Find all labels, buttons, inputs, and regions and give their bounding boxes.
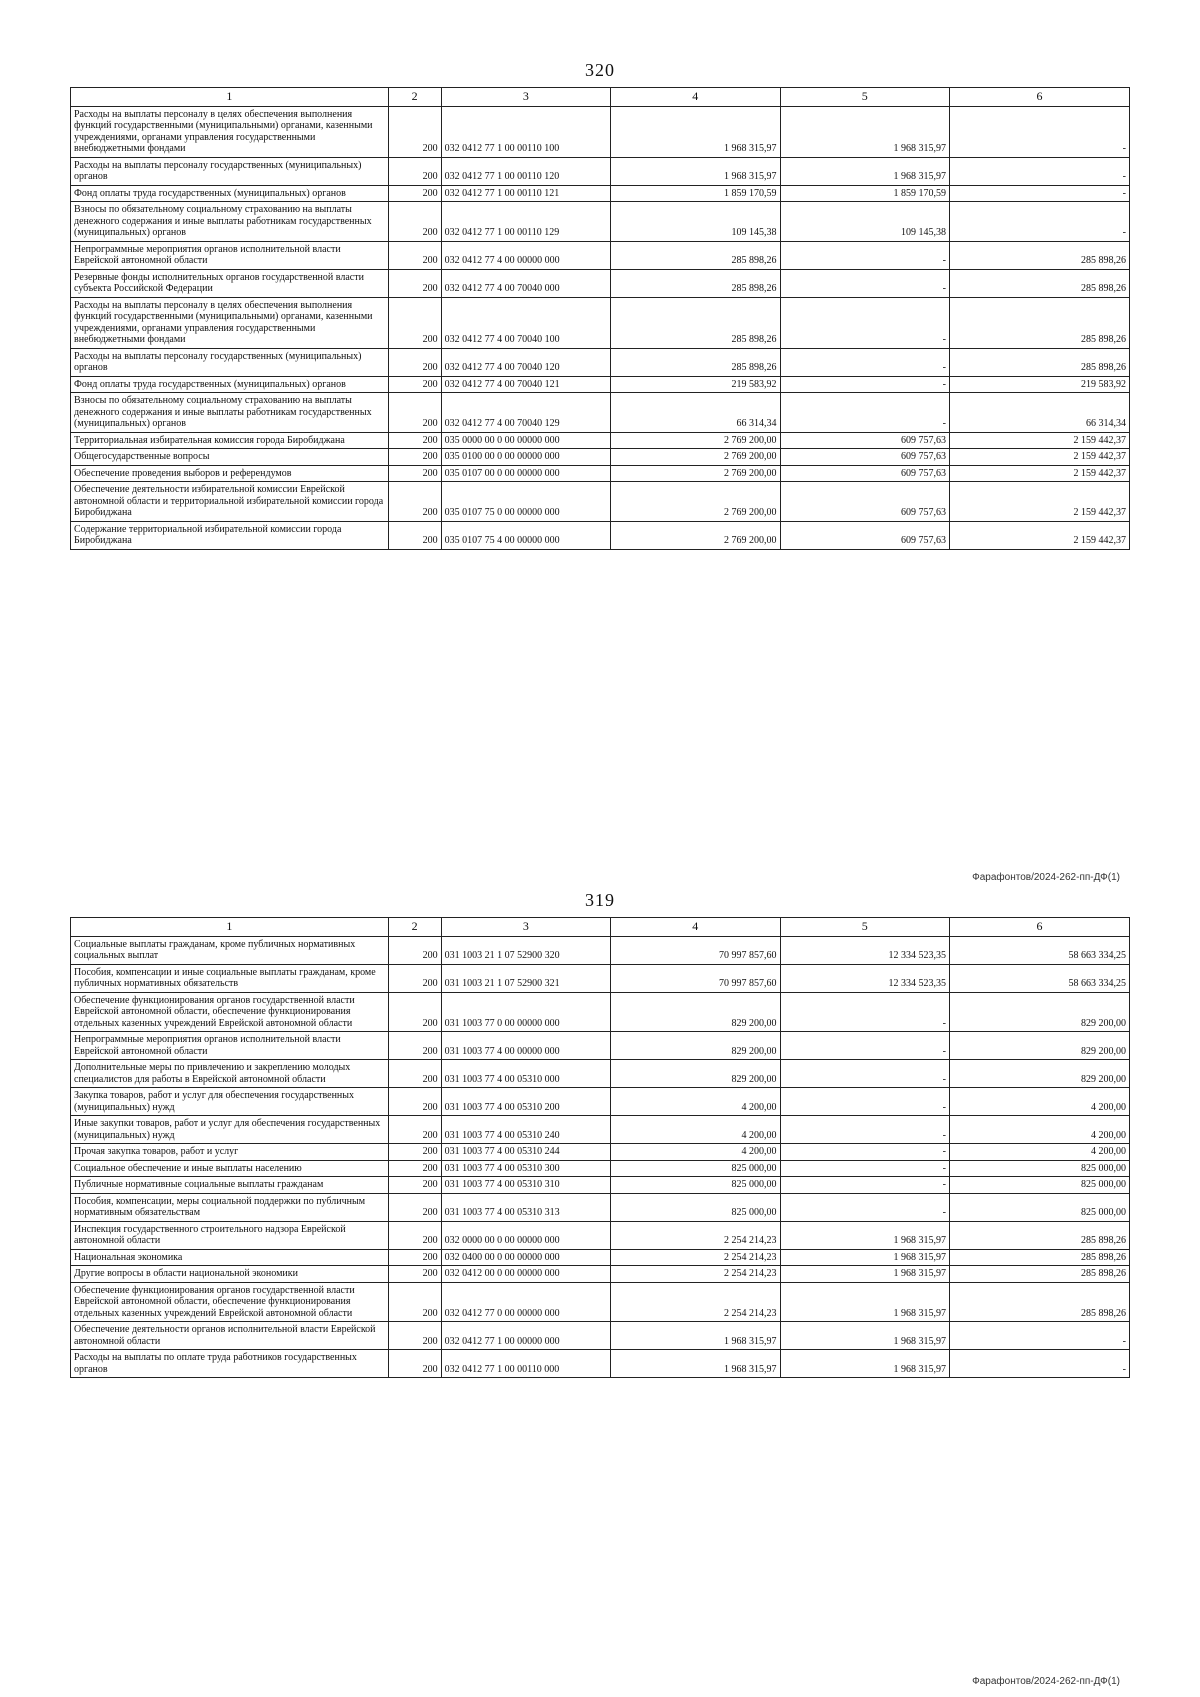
col6-amount-cell: 2 159 442,37 (949, 482, 1129, 522)
col6-amount-cell: - (949, 1322, 1129, 1350)
col4-amount-cell: 2 254 214,23 (611, 1266, 780, 1283)
table-row (71, 297, 1130, 348)
col6-amount-cell: 829 200,00 (949, 1032, 1129, 1060)
table-row (71, 1249, 1130, 1266)
table-row (71, 432, 1130, 449)
table-row (71, 393, 1130, 433)
table-row (71, 449, 1130, 466)
col2-cell: 200 (388, 1177, 441, 1194)
row-label-cell: Обеспечение деятельности органов исполнительной власти Еврейской автономной области (71, 1322, 389, 1350)
col4-amount-cell: 285 898,26 (611, 269, 780, 297)
col2-cell: 200 (388, 1193, 441, 1221)
col5-amount-cell: - (780, 1193, 949, 1221)
row-label-cell: Непрограммные мероприятия органов исполнительной власти Еврейской автономной области (71, 241, 389, 269)
col2-cell: 200 (388, 269, 441, 297)
col4-amount-cell: 2 254 214,23 (611, 1282, 780, 1322)
table-row (71, 1221, 1130, 1249)
col5-amount-cell: - (780, 1177, 949, 1194)
table-row (71, 1144, 1130, 1161)
col4-amount-cell: 1 968 315,97 (611, 157, 780, 185)
col2-cell: 200 (388, 1266, 441, 1283)
col2-cell: 200 (388, 1032, 441, 1060)
table-row (71, 269, 1130, 297)
col2-cell: 200 (388, 348, 441, 376)
col6-amount-cell: - (949, 106, 1129, 157)
table-row (71, 1193, 1130, 1221)
table-row (71, 1160, 1130, 1177)
table-row (71, 1116, 1130, 1144)
table-row (71, 1266, 1130, 1283)
row-label-cell: Пособия, компенсации и иные социальные выплаты гражданам, кроме публичных нормативных обязательств (71, 964, 389, 992)
classification-code-cell: 032 0412 77 1 00 00110 121 (441, 185, 610, 202)
col6-amount-cell: 285 898,26 (949, 1266, 1129, 1283)
row-label-cell: Расходы на выплаты персоналу государственных (муниципальных) органов (71, 348, 389, 376)
col2-cell: 200 (388, 1060, 441, 1088)
col5-amount-cell: - (780, 992, 949, 1032)
col5-amount-cell: 12 334 523,35 (780, 936, 949, 964)
col5-amount-cell: - (780, 1160, 949, 1177)
col5-amount-cell: 609 757,63 (780, 449, 949, 466)
column-header: 6 (949, 918, 1129, 937)
col5-amount-cell: - (780, 1032, 949, 1060)
col4-amount-cell: 1 968 315,97 (611, 1322, 780, 1350)
classification-code-cell: 032 0412 77 1 00 00110 000 (441, 1350, 610, 1378)
column-header: 4 (611, 918, 780, 937)
col2-cell: 200 (388, 1350, 441, 1378)
budget-table-page-319 (70, 890, 1130, 1670)
classification-code-cell: 032 0412 77 4 00 70040 129 (441, 393, 610, 433)
col4-amount-cell: 2 769 200,00 (611, 432, 780, 449)
col4-amount-cell: 4 200,00 (611, 1116, 780, 1144)
col6-amount-cell: - (949, 202, 1129, 242)
row-label-cell: Национальная экономика (71, 1249, 389, 1266)
row-label-cell: Пособия, компенсации, меры социальной поддержки по публичным нормативным обязательствам (71, 1193, 389, 1221)
table-row (71, 376, 1130, 393)
row-label-cell: Резервные фонды исполнительных органов государственной власти субъекта Российской Федерации (71, 269, 389, 297)
col5-amount-cell: - (780, 348, 949, 376)
col6-amount-cell: 285 898,26 (949, 1282, 1129, 1322)
row-label-cell: Социальные выплаты гражданам, кроме публичных нормативных социальных выплат (71, 936, 389, 964)
col5-amount-cell: 1 968 315,97 (780, 1249, 949, 1266)
row-label-cell: Расходы на выплаты персоналу в целях обеспечения выполнения функций государственными (муниципальными) органами, казенными учреждениями, органами управления государственными внебюджетными фондами (71, 297, 389, 348)
classification-code-cell: 031 1003 21 1 07 52900 320 (441, 936, 610, 964)
classification-code-cell: 031 1003 77 4 00 05310 300 (441, 1160, 610, 1177)
col5-amount-cell: - (780, 269, 949, 297)
classification-code-cell: 032 0412 77 4 00 70040 120 (441, 348, 610, 376)
classification-code-cell: 032 0412 77 4 00 70040 121 (441, 376, 610, 393)
col2-cell: 200 (388, 1221, 441, 1249)
row-label-cell: Обеспечение проведения выборов и референдумов (71, 465, 389, 482)
row-label-cell: Обеспечение функционирования органов государственной власти Еврейской автономной области, обеспечение функционирования отдельных казенных учреждений Еврейской автономной области (71, 992, 389, 1032)
table-row (71, 202, 1130, 242)
table-row (71, 185, 1130, 202)
table-row (71, 106, 1130, 157)
column-header: 1 (71, 918, 389, 937)
col5-amount-cell: 1 859 170,59 (780, 185, 949, 202)
row-label-cell: Обеспечение деятельности избирательной комиссии Еврейской автономной области и территориальной избирательной комиссии города Биробиджана (71, 482, 389, 522)
col6-amount-cell: 285 898,26 (949, 348, 1129, 376)
classification-code-cell: 031 1003 77 4 00 05310 240 (441, 1116, 610, 1144)
col2-cell: 200 (388, 521, 441, 549)
col2-cell: 200 (388, 202, 441, 242)
classification-code-cell: 032 0412 77 1 00 00110 129 (441, 202, 610, 242)
classification-code-cell: 035 0107 75 0 00 00000 000 (441, 482, 610, 522)
classification-code-cell: 031 1003 77 4 00 05310 310 (441, 1177, 610, 1194)
row-label-cell: Закупка товаров, работ и услуг для обеспечения государственных (муниципальных) нужд (71, 1088, 389, 1116)
table-row (71, 964, 1130, 992)
column-header: 2 (388, 88, 441, 107)
classification-code-cell: 031 1003 21 1 07 52900 321 (441, 964, 610, 992)
col6-amount-cell: 219 583,92 (949, 376, 1129, 393)
col2-cell: 200 (388, 482, 441, 522)
classification-code-cell: 031 1003 77 4 00 00000 000 (441, 1032, 610, 1060)
col5-amount-cell: - (780, 241, 949, 269)
col6-amount-cell: 285 898,26 (949, 1249, 1129, 1266)
col5-amount-cell: 1 968 315,97 (780, 1266, 949, 1283)
col5-amount-cell: 12 334 523,35 (780, 964, 949, 992)
col4-amount-cell: 825 000,00 (611, 1160, 780, 1177)
col2-cell: 200 (388, 157, 441, 185)
col2-cell: 200 (388, 1088, 441, 1116)
col6-amount-cell: 4 200,00 (949, 1088, 1129, 1116)
col5-amount-cell: - (780, 1144, 949, 1161)
classification-code-cell: 035 0100 00 0 00 00000 000 (441, 449, 610, 466)
col4-amount-cell: 2 254 214,23 (611, 1221, 780, 1249)
col6-amount-cell: 58 663 334,25 (949, 964, 1129, 992)
col4-amount-cell: 2 769 200,00 (611, 449, 780, 466)
column-header: 2 (388, 918, 441, 937)
col6-amount-cell: - (949, 1350, 1129, 1378)
classification-code-cell: 032 0400 00 0 00 00000 000 (441, 1249, 610, 1266)
col6-amount-cell: 285 898,26 (949, 1221, 1129, 1249)
col2-cell: 200 (388, 185, 441, 202)
row-label-cell: Общегосударственные вопросы (71, 449, 389, 466)
table-body (71, 106, 1130, 549)
table-row (71, 1322, 1130, 1350)
col6-amount-cell: 825 000,00 (949, 1160, 1129, 1177)
col2-cell: 200 (388, 936, 441, 964)
classification-code-cell: 032 0412 77 1 00 00000 000 (441, 1322, 610, 1350)
row-label-cell: Взносы по обязательному социальному страхованию на выплаты денежного содержания и иные выплаты работникам государственных (муниципальных) органов (71, 202, 389, 242)
row-label-cell: Содержание территориальной избирательной комиссии города Биробиджана (71, 521, 389, 549)
row-label-cell: Фонд оплаты труда государственных (муниципальных) органов (71, 185, 389, 202)
col6-amount-cell: 829 200,00 (949, 1060, 1129, 1088)
row-label-cell: Расходы на выплаты персоналу в целях обеспечения выполнения функций государственными (муниципальными) органами, казенными учреждениями, органами управления государственными внебюджетными фондами (71, 106, 389, 157)
row-label-cell: Дополнительные меры по привлечению и закреплению молодых специалистов для работы в Еврейской автономной области (71, 1060, 389, 1088)
table-row (71, 348, 1130, 376)
col6-amount-cell: 285 898,26 (949, 297, 1129, 348)
col2-cell: 200 (388, 1160, 441, 1177)
table-row (71, 1088, 1130, 1116)
table-row (71, 936, 1130, 964)
table-row (71, 1282, 1130, 1322)
table-row (71, 482, 1130, 522)
col2-cell: 200 (388, 1282, 441, 1322)
classification-code-cell: 031 1003 77 4 00 05310 000 (441, 1060, 610, 1088)
col6-amount-cell: 825 000,00 (949, 1177, 1129, 1194)
column-header: 5 (780, 88, 949, 107)
row-label-cell: Обеспечение функционирования органов государственной власти Еврейской автономной области, обеспечение функционирования отдельных казенных учреждений Еврейской автономной области (71, 1282, 389, 1322)
col6-amount-cell: - (949, 185, 1129, 202)
table-body (71, 936, 1130, 1378)
col6-amount-cell: 2 159 442,37 (949, 449, 1129, 466)
table-row (71, 1177, 1130, 1194)
col4-amount-cell: 70 997 857,60 (611, 964, 780, 992)
row-label-cell: Взносы по обязательному социальному страхованию на выплаты денежного содержания и иные выплаты работникам государственных (муниципальных) органов (71, 393, 389, 433)
col2-cell: 200 (388, 297, 441, 348)
table-row (71, 157, 1130, 185)
col4-amount-cell: 285 898,26 (611, 241, 780, 269)
table-row (71, 1032, 1130, 1060)
col5-amount-cell: 109 145,38 (780, 202, 949, 242)
col6-amount-cell: 829 200,00 (949, 992, 1129, 1032)
col5-amount-cell: 609 757,63 (780, 482, 949, 522)
col6-amount-cell: 2 159 442,37 (949, 521, 1129, 549)
col6-amount-cell: 285 898,26 (949, 241, 1129, 269)
col5-amount-cell: 1 968 315,97 (780, 106, 949, 157)
col4-amount-cell: 66 314,34 (611, 393, 780, 433)
row-label-cell: Фонд оплаты труда государственных (муниципальных) органов (71, 376, 389, 393)
col6-amount-cell: 2 159 442,37 (949, 432, 1129, 449)
col4-amount-cell: 829 200,00 (611, 992, 780, 1032)
col4-amount-cell: 829 200,00 (611, 1060, 780, 1088)
col5-amount-cell: 1 968 315,97 (780, 1350, 949, 1378)
col2-cell: 200 (388, 1116, 441, 1144)
classification-code-cell: 035 0107 00 0 00 00000 000 (441, 465, 610, 482)
col2-cell: 200 (388, 449, 441, 466)
col2-cell: 200 (388, 1322, 441, 1350)
col5-amount-cell: 609 757,63 (780, 521, 949, 549)
table-row (71, 1060, 1130, 1088)
col6-amount-cell: 825 000,00 (949, 1193, 1129, 1221)
col2-cell: 200 (388, 376, 441, 393)
col4-amount-cell: 4 200,00 (611, 1144, 780, 1161)
col4-amount-cell: 4 200,00 (611, 1088, 780, 1116)
column-header: 3 (441, 88, 610, 107)
col4-amount-cell: 1 859 170,59 (611, 185, 780, 202)
col4-amount-cell: 825 000,00 (611, 1193, 780, 1221)
col2-cell: 200 (388, 106, 441, 157)
classification-code-cell: 032 0412 00 0 00 00000 000 (441, 1266, 610, 1283)
col4-amount-cell: 285 898,26 (611, 348, 780, 376)
col5-amount-cell: - (780, 376, 949, 393)
col4-amount-cell: 109 145,38 (611, 202, 780, 242)
col5-amount-cell: 1 968 315,97 (780, 1282, 949, 1322)
row-label-cell: Инспекция государственного строительного надзора Еврейской автономной области (71, 1221, 389, 1249)
col4-amount-cell: 2 254 214,23 (611, 1249, 780, 1266)
header-row (71, 88, 1130, 107)
budget-table (70, 87, 1130, 550)
table-row (71, 992, 1130, 1032)
col2-cell: 200 (388, 465, 441, 482)
classification-code-cell: 031 1003 77 4 00 05310 244 (441, 1144, 610, 1161)
header-row (71, 918, 1130, 937)
col5-amount-cell: - (780, 1060, 949, 1088)
row-label-cell: Территориальная избирательная комиссия города Биробиджана (71, 432, 389, 449)
col2-cell: 200 (388, 1249, 441, 1266)
column-header: 5 (780, 918, 949, 937)
col5-amount-cell: - (780, 1088, 949, 1116)
budget-table-page-320 (70, 60, 1130, 870)
table-row (71, 241, 1130, 269)
col5-amount-cell: 1 968 315,97 (780, 157, 949, 185)
classification-code-cell: 032 0412 77 4 00 00000 000 (441, 241, 610, 269)
col2-cell: 200 (388, 964, 441, 992)
table-row (71, 521, 1130, 549)
col4-amount-cell: 1 968 315,97 (611, 106, 780, 157)
classification-code-cell: 032 0412 77 4 00 70040 100 (441, 297, 610, 348)
col6-amount-cell: 4 200,00 (949, 1144, 1129, 1161)
col6-amount-cell: - (949, 157, 1129, 185)
col4-amount-cell: 285 898,26 (611, 297, 780, 348)
col4-amount-cell: 1 968 315,97 (611, 1350, 780, 1378)
row-label-cell: Расходы на выплаты персоналу государственных (муниципальных) органов (71, 157, 389, 185)
classification-code-cell: 032 0412 77 1 00 00110 120 (441, 157, 610, 185)
col5-amount-cell: 1 968 315,97 (780, 1322, 949, 1350)
classification-code-cell: 031 1003 77 4 00 05310 313 (441, 1193, 610, 1221)
column-header: 1 (71, 88, 389, 107)
col2-cell: 200 (388, 241, 441, 269)
classification-code-cell: 035 0000 00 0 00 00000 000 (441, 432, 610, 449)
classification-code-cell: 035 0107 75 4 00 00000 000 (441, 521, 610, 549)
col4-amount-cell: 219 583,92 (611, 376, 780, 393)
col2-cell: 200 (388, 393, 441, 433)
col5-amount-cell: 609 757,63 (780, 432, 949, 449)
row-label-cell: Социальное обеспечение и иные выплаты населению (71, 1160, 389, 1177)
classification-code-cell: 031 1003 77 4 00 05310 200 (441, 1088, 610, 1116)
col5-amount-cell: - (780, 393, 949, 433)
row-label-cell: Расходы на выплаты по оплате труда работников государственных органов (71, 1350, 389, 1378)
document-footer: Фарафонтов/2024-262-пп-ДФ(1) (972, 1676, 1120, 1687)
col5-amount-cell: - (780, 1116, 949, 1144)
column-header: 6 (949, 88, 1129, 107)
col2-cell: 200 (388, 432, 441, 449)
col2-cell: 200 (388, 1144, 441, 1161)
col2-cell: 200 (388, 992, 441, 1032)
budget-table (70, 917, 1130, 1378)
col6-amount-cell: 285 898,26 (949, 269, 1129, 297)
col4-amount-cell: 2 769 200,00 (611, 521, 780, 549)
classification-code-cell: 032 0412 77 1 00 00110 100 (441, 106, 610, 157)
col5-amount-cell: 1 968 315,97 (780, 1221, 949, 1249)
table-row (71, 1350, 1130, 1378)
page-number: 320 (585, 60, 615, 80)
row-label-cell: Прочая закупка товаров, работ и услуг (71, 1144, 389, 1161)
column-header: 3 (441, 918, 610, 937)
col4-amount-cell: 70 997 857,60 (611, 936, 780, 964)
row-label-cell: Непрограммные мероприятия органов исполнительной власти Еврейской автономной области (71, 1032, 389, 1060)
col5-amount-cell: - (780, 297, 949, 348)
col6-amount-cell: 66 314,34 (949, 393, 1129, 433)
row-label-cell: Иные закупки товаров, работ и услуг для обеспечения государственных (муниципальных) нужд (71, 1116, 389, 1144)
page-number: 319 (585, 890, 615, 910)
classification-code-cell: 032 0412 77 0 00 00000 000 (441, 1282, 610, 1322)
classification-code-cell: 031 1003 77 0 00 00000 000 (441, 992, 610, 1032)
col4-amount-cell: 2 769 200,00 (611, 482, 780, 522)
classification-code-cell: 032 0000 00 0 00 00000 000 (441, 1221, 610, 1249)
col6-amount-cell: 4 200,00 (949, 1116, 1129, 1144)
col6-amount-cell: 58 663 334,25 (949, 936, 1129, 964)
table-row (71, 465, 1130, 482)
document-footer: Фарафонтов/2024-262-пп-ДФ(1) (972, 872, 1120, 883)
col4-amount-cell: 2 769 200,00 (611, 465, 780, 482)
col6-amount-cell: 2 159 442,37 (949, 465, 1129, 482)
column-header: 4 (611, 88, 780, 107)
classification-code-cell: 032 0412 77 4 00 70040 000 (441, 269, 610, 297)
col5-amount-cell: 609 757,63 (780, 465, 949, 482)
row-label-cell: Публичные нормативные социальные выплаты гражданам (71, 1177, 389, 1194)
col4-amount-cell: 829 200,00 (611, 1032, 780, 1060)
row-label-cell: Другие вопросы в области национальной экономики (71, 1266, 389, 1283)
col4-amount-cell: 825 000,00 (611, 1177, 780, 1194)
